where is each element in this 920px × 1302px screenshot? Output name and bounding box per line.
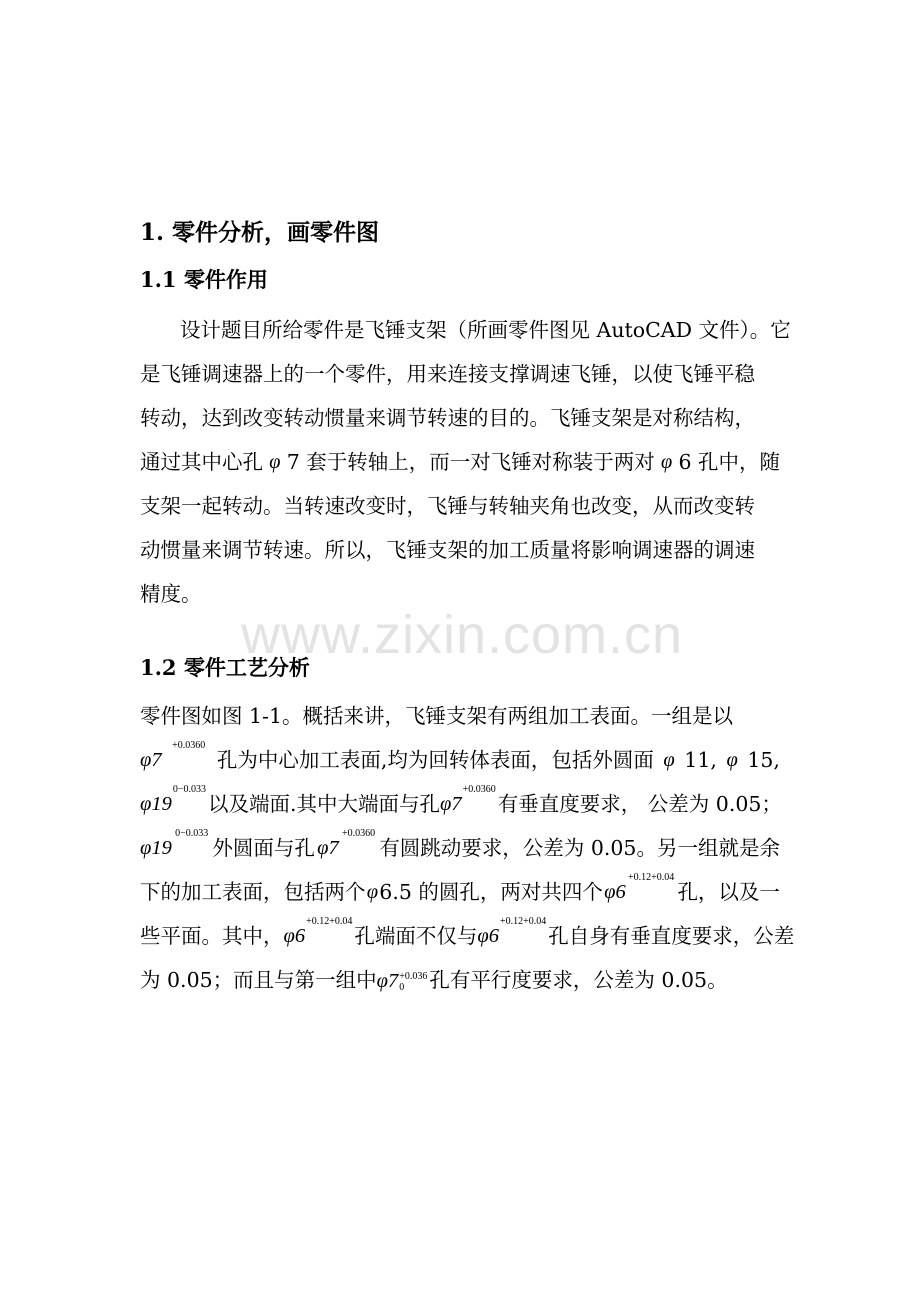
- para1-line: 是飞锤调速器上的一个零件，用来连接支撑调速飞锤，以使飞锤平稳: [140, 362, 755, 386]
- dimension-symbol: φ7: [376, 970, 399, 992]
- tolerance: [342, 828, 375, 868]
- para2-line: [140, 960, 780, 1000]
- text-run: 15,: [747, 748, 780, 772]
- tolerance: [628, 872, 674, 912]
- tolerance-upper: +0.12: [306, 916, 330, 927]
- tolerance: [175, 828, 208, 868]
- tolerance-upper: +0.036: [341, 828, 371, 839]
- tolerance-lower: 0: [200, 740, 206, 751]
- tolerance-lower: −0.033: [177, 784, 206, 795]
- tolerance: [172, 740, 205, 780]
- tolerance-lower: 0: [370, 828, 376, 839]
- watermark: www.zixin.com.cn: [240, 605, 684, 665]
- dimension-symbol: φ6: [604, 881, 626, 903]
- text-run: 11,: [684, 748, 717, 772]
- section-heading-1: 1. 零件分析，画零件图: [140, 219, 380, 246]
- para2-line: [140, 828, 780, 868]
- tolerance-lower: 0: [399, 981, 405, 993]
- para1-line: 精度。: [140, 582, 202, 606]
- para2-line: [140, 916, 795, 956]
- phi-symbol: φ: [366, 881, 379, 903]
- para2-line: [140, 872, 780, 912]
- section-heading-1-1: 1.1 零件作用: [140, 267, 268, 292]
- para1-line: 支架一起转动。当转速改变时，飞锤与转轴夹角也改变，从而改变转: [140, 494, 755, 518]
- tolerance: [463, 784, 496, 824]
- tolerance-upper: +0.12: [627, 872, 652, 883]
- para1-line: 设计题目所给零件是飞锤支架（所画零件图见 AutoCAD 文件）。它: [180, 318, 791, 342]
- dimension-symbol: φ19: [140, 837, 172, 859]
- dimension-symbol: φ19: [140, 793, 172, 815]
- text-run: 孔端面不仅与: [354, 924, 478, 948]
- phi-symbol: φ: [269, 451, 281, 473]
- tolerance: [306, 916, 352, 956]
- text-run: 通过其中心孔: [140, 450, 263, 474]
- tolerance-upper: +0.036: [399, 970, 428, 982]
- tolerance: [500, 916, 546, 956]
- text-run: 外圆面与孔: [212, 836, 315, 860]
- para2-line: [140, 740, 780, 780]
- text-run: 6 孔中，随: [678, 450, 780, 474]
- text-run: 以及端面.其中大端面与孔: [207, 792, 441, 816]
- dimension-symbol: φ7: [317, 837, 339, 859]
- text-run: 有垂直度要求， 公差为 0.05；: [497, 792, 782, 816]
- dimension-symbol: φ6: [477, 925, 499, 947]
- tolerance-lower: +0.04: [329, 916, 353, 927]
- phi-symbol: φ: [660, 451, 673, 473]
- tolerance-lower: −0.033: [180, 828, 209, 839]
- text-run: 孔有平行度要求，公差为 0.05。: [429, 968, 728, 992]
- phi-symbol: φ: [726, 749, 738, 771]
- text-run: 有圆跳动要求，公差为 0.05。另一组就是余: [379, 836, 780, 860]
- dimension-symbol: φ7: [140, 749, 162, 771]
- tolerance: [173, 784, 206, 824]
- section-heading-1-2: 1.2 零件工艺分析: [140, 655, 310, 680]
- para1-line: [140, 442, 780, 482]
- tolerance-lower: 0: [490, 784, 496, 795]
- tolerance-upper: +0.036: [172, 740, 201, 751]
- text-run: 7 套于转轴上，而一对飞锤对称装于两对: [286, 450, 655, 474]
- text-run: 些平面。其中，: [140, 924, 284, 948]
- text-run: 6.5 的圆孔，两对共四个: [379, 880, 603, 904]
- tolerance-upper: 0: [172, 784, 178, 795]
- text-run: 下的加工表面，包括两个: [140, 880, 366, 904]
- para1-line: 转动，达到改变转动惯量来调节转速的目的。飞锤支架是对称结构，: [140, 406, 755, 430]
- text-run: 为 0.05；而且与第一组中: [140, 968, 377, 992]
- dimension-symbol: φ7: [440, 793, 462, 815]
- tolerance-lower: +0.04: [651, 872, 675, 883]
- text-run: 孔，以及一: [677, 880, 780, 904]
- tolerance: [399, 971, 427, 993]
- dimension-symbol: φ6: [283, 925, 306, 947]
- tolerance-upper: +0.036: [462, 784, 491, 795]
- phi-symbol: φ: [663, 749, 675, 771]
- para1-line: 动惯量来调节转速。所以，飞锤支架的加工质量将影响调速器的调速: [140, 538, 755, 562]
- tolerance-upper: 0: [175, 828, 181, 839]
- tolerance-upper: +0.12: [499, 916, 524, 927]
- para2-line: [140, 784, 780, 824]
- text-run: 孔为中心加工表面,均为回转体表面，包括外圆面: [216, 748, 654, 772]
- text-run: 孔自身有垂直度要求，公差: [548, 924, 795, 948]
- tolerance-lower: +0.04: [523, 916, 547, 927]
- para2-line: 零件图如图 1-1。概括来讲，飞锤支架有两组加工表面。一组是以: [140, 704, 734, 728]
